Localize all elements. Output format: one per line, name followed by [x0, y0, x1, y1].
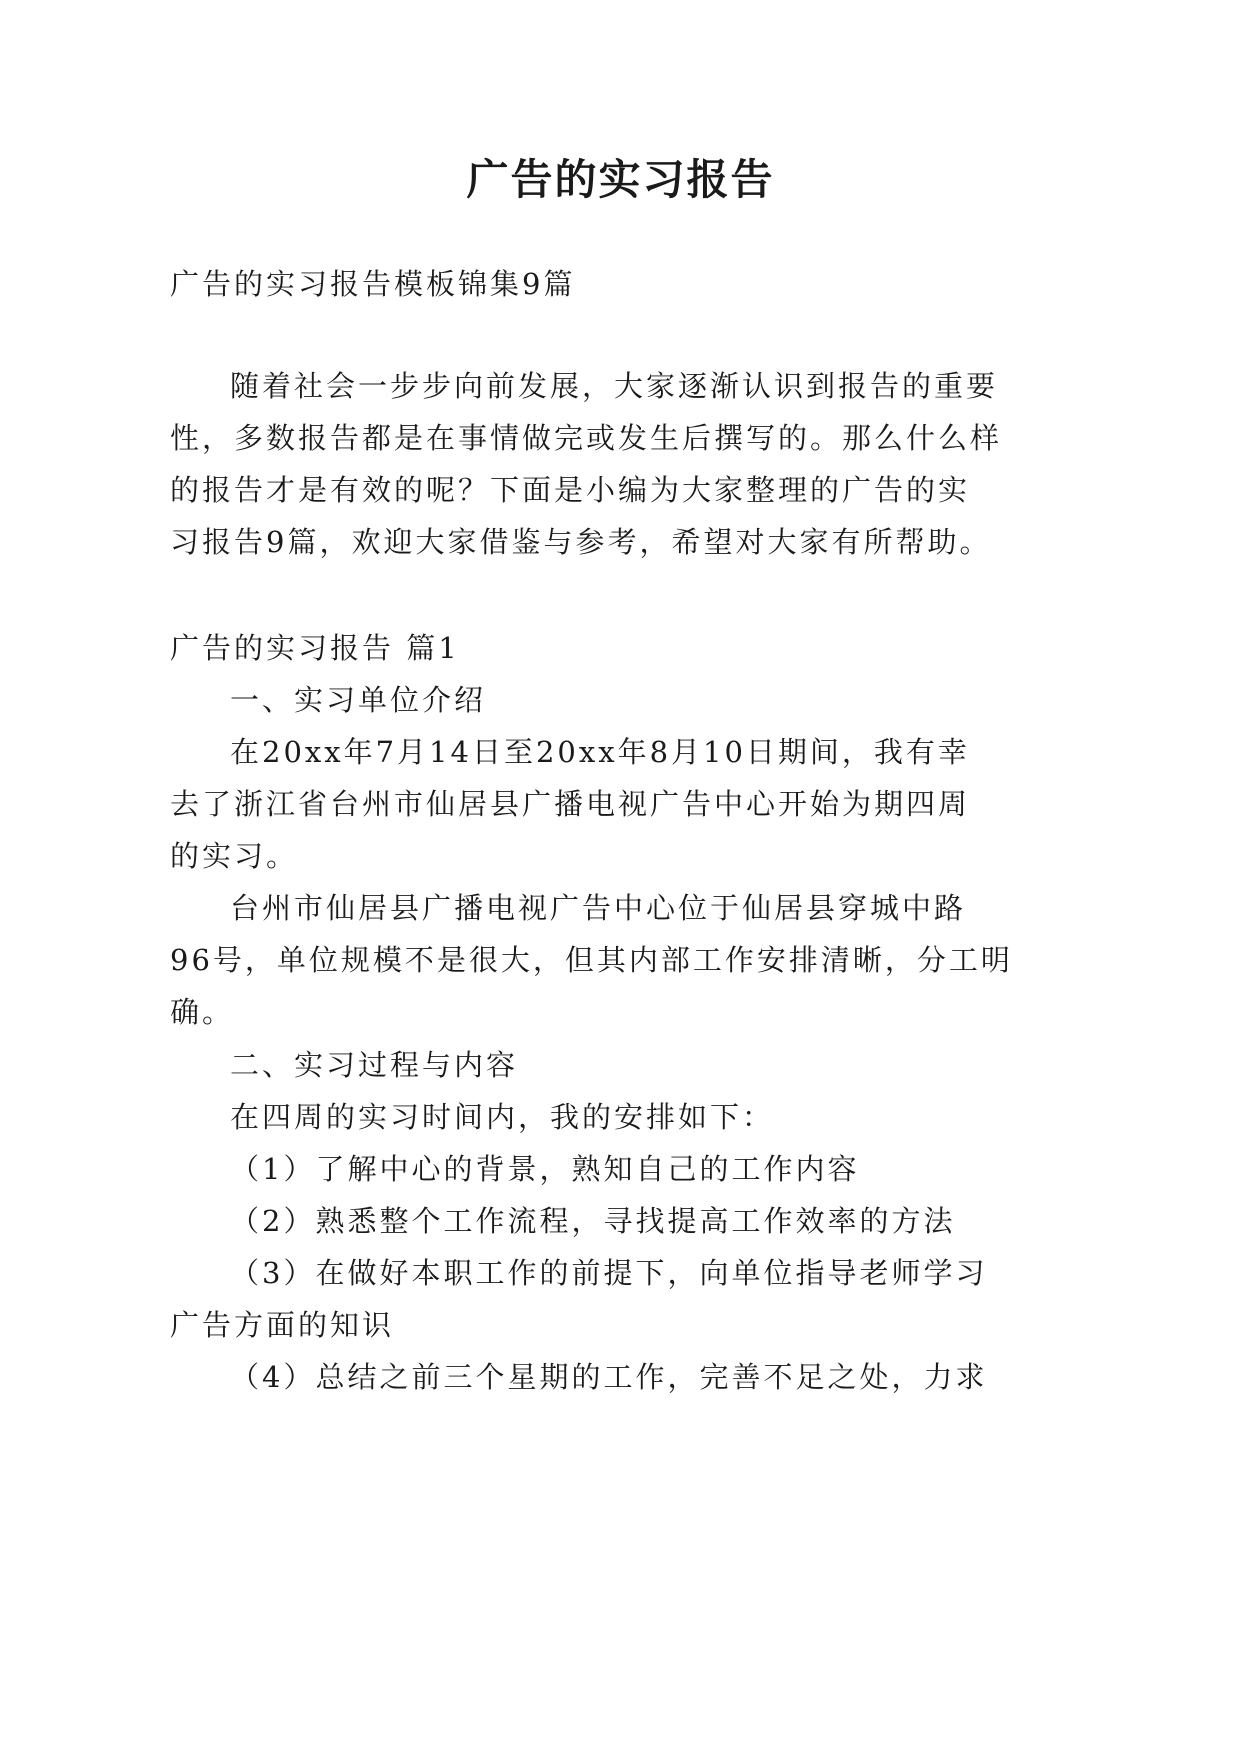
section-heading: 广告的实习报告 篇1 [170, 631, 460, 665]
intro-line: 习报告9篇，欢迎大家借鉴与参考，希望对大家有所帮助。 [170, 525, 992, 559]
list-item: （2）熟悉整个工作流程，寻找提高工作效率的方法 [230, 1204, 956, 1238]
document-title: 广告的实习报告 [466, 155, 775, 204]
paragraph-line: 去了浙江省台州市仙居县广播电视广告中心开始为期四周 [170, 787, 971, 821]
paragraph-line: 在四周的实习时间内，我的安排如下： [230, 1100, 775, 1134]
paragraph-line: 的实习。 [170, 839, 299, 873]
list-item: （4）总结之前三个星期的工作，完善不足之处，力求 [230, 1360, 988, 1394]
paragraph-line: 台州市仙居县广播电视广告中心位于仙居县穿城中路 [230, 891, 967, 925]
intro-line: 随着社会一步步向前发展，大家逐渐认识到报告的重要 [230, 369, 999, 403]
part-heading: 一、实习单位介绍 [230, 683, 487, 717]
list-item: （1）了解中心的背景，熟知自己的工作内容 [230, 1152, 860, 1186]
part-heading: 二、实习过程与内容 [230, 1048, 519, 1082]
list-item: （3）在做好本职工作的前提下，向单位指导老师学习 [230, 1256, 988, 1290]
paragraph-line: 在20xx年7月14日至20xx年8月10日期间，我有幸 [230, 735, 970, 769]
list-item: 广告方面的知识 [170, 1308, 395, 1342]
document-subtitle: 广告的实习报告模板锦集9篇 [170, 267, 576, 301]
intro-line: 性，多数报告都是在事情做完或发生后撰写的。那么什么样 [170, 421, 1003, 455]
intro-line: 的报告才是有效的呢？下面是小编为大家整理的广告的实 [170, 473, 971, 507]
paragraph-line: 96号，单位规模不是很大，但其内部工作安排清晰，分工明 [170, 943, 1013, 977]
paragraph-line: 确。 [170, 995, 235, 1029]
